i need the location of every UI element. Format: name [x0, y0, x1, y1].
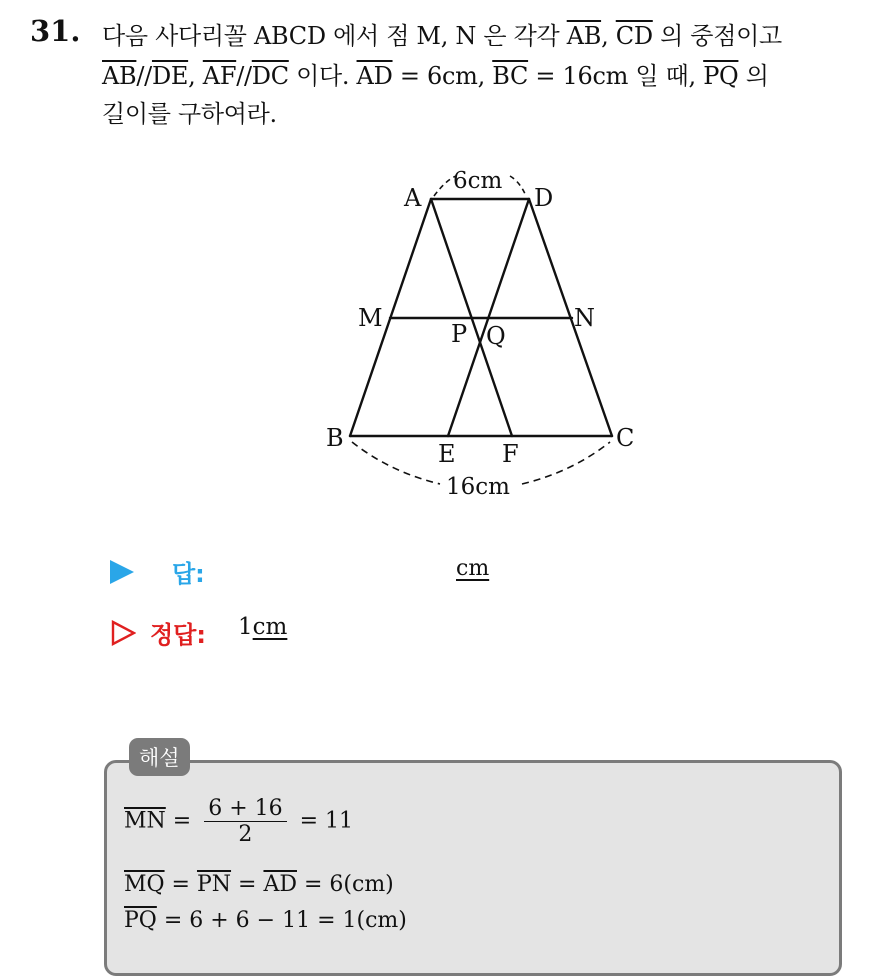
- question-line-2: [102, 56, 769, 91]
- label-e: E: [438, 440, 456, 468]
- label-p: P: [451, 320, 468, 348]
- segment-mq: $\overline{MQ}$: [124, 872, 165, 897]
- segment-cd: $\overline{CD}$: [615, 22, 653, 50]
- question-text: 의 중점이고: [652, 22, 782, 50]
- label-m: M: [358, 304, 383, 332]
- correct-answer-row: [110, 615, 206, 650]
- question-line-3: 길이를 구하여라.: [102, 100, 277, 128]
- answer-label: 답:: [172, 560, 205, 588]
- label-a: A: [404, 184, 422, 212]
- question-text: 의: [738, 62, 769, 90]
- question-line-1: [102, 16, 782, 51]
- answer-row: [110, 554, 205, 589]
- parallel-sign: //: [136, 62, 152, 90]
- comma: ,: [601, 22, 616, 50]
- label-q: Q: [486, 322, 506, 350]
- segment-bc: $\overline{BC}$: [492, 62, 529, 90]
- fraction-numerator: 6 + 16: [204, 796, 286, 822]
- bottom-length-label: 16cm: [446, 474, 510, 500]
- top-length-label: 6cm: [453, 168, 503, 194]
- segment-ab: $\overline{AB}$: [102, 62, 137, 90]
- solution-line-3: [124, 908, 407, 933]
- solution-box: [104, 760, 842, 976]
- label-n: N: [574, 304, 595, 332]
- answer-unit: cm: [456, 556, 490, 581]
- parallel-sign: //: [236, 62, 252, 90]
- result: = 6(cm): [297, 872, 394, 897]
- segment-pn: $\overline{PN}$: [196, 872, 232, 897]
- solution-line-1: [124, 796, 353, 847]
- question-text: 이다.: [288, 62, 357, 90]
- label-f: F: [502, 440, 519, 468]
- segment-mn: $\overline{MN}$: [124, 808, 166, 834]
- trapezoid-figure: [310, 160, 650, 510]
- segment-dc: $\overline{DC}$: [251, 62, 289, 90]
- segment-af: $\overline{AF}$: [202, 62, 237, 90]
- correct-value-number: 1: [238, 614, 253, 640]
- result: = 11: [292, 808, 354, 834]
- segment-ad: $\overline{AD}$: [356, 62, 393, 90]
- correct-answer-label: 정답:: [150, 621, 206, 649]
- correct-answer-value: [238, 614, 287, 640]
- segment-ab: $\overline{AB}$: [566, 22, 602, 50]
- label-b: B: [326, 424, 344, 452]
- label-d: D: [534, 184, 554, 212]
- equals: =: [164, 872, 197, 897]
- play-filled-icon: [110, 560, 134, 584]
- question-number: 31.: [30, 14, 81, 48]
- segment-ad: $\overline{AD}$: [263, 872, 297, 897]
- question-text: 다음 사다리꼴 ABCD 에서 점 M, N 은 각각: [102, 22, 567, 50]
- solution-line-2: [124, 872, 394, 897]
- fraction: [204, 796, 286, 847]
- question-text: = 16cm 일 때,: [528, 62, 704, 90]
- comma: ,: [188, 62, 203, 90]
- equals: =: [231, 872, 264, 897]
- label-c: C: [616, 424, 635, 452]
- segment-de: $\overline{DE}$: [151, 62, 189, 90]
- question-text: = 6cm,: [392, 62, 493, 90]
- solution-tag: 해설: [129, 738, 190, 776]
- play-outline-icon: [110, 620, 136, 646]
- equals: =: [165, 808, 199, 834]
- result: = 6 + 6 − 11 = 1(cm): [156, 908, 407, 933]
- correct-value-unit: cm: [252, 614, 288, 640]
- fraction-denominator: 2: [238, 822, 253, 847]
- segment-pq: $\overline{PQ}$: [124, 908, 157, 933]
- segment-pq: $\overline{PQ}$: [703, 62, 739, 90]
